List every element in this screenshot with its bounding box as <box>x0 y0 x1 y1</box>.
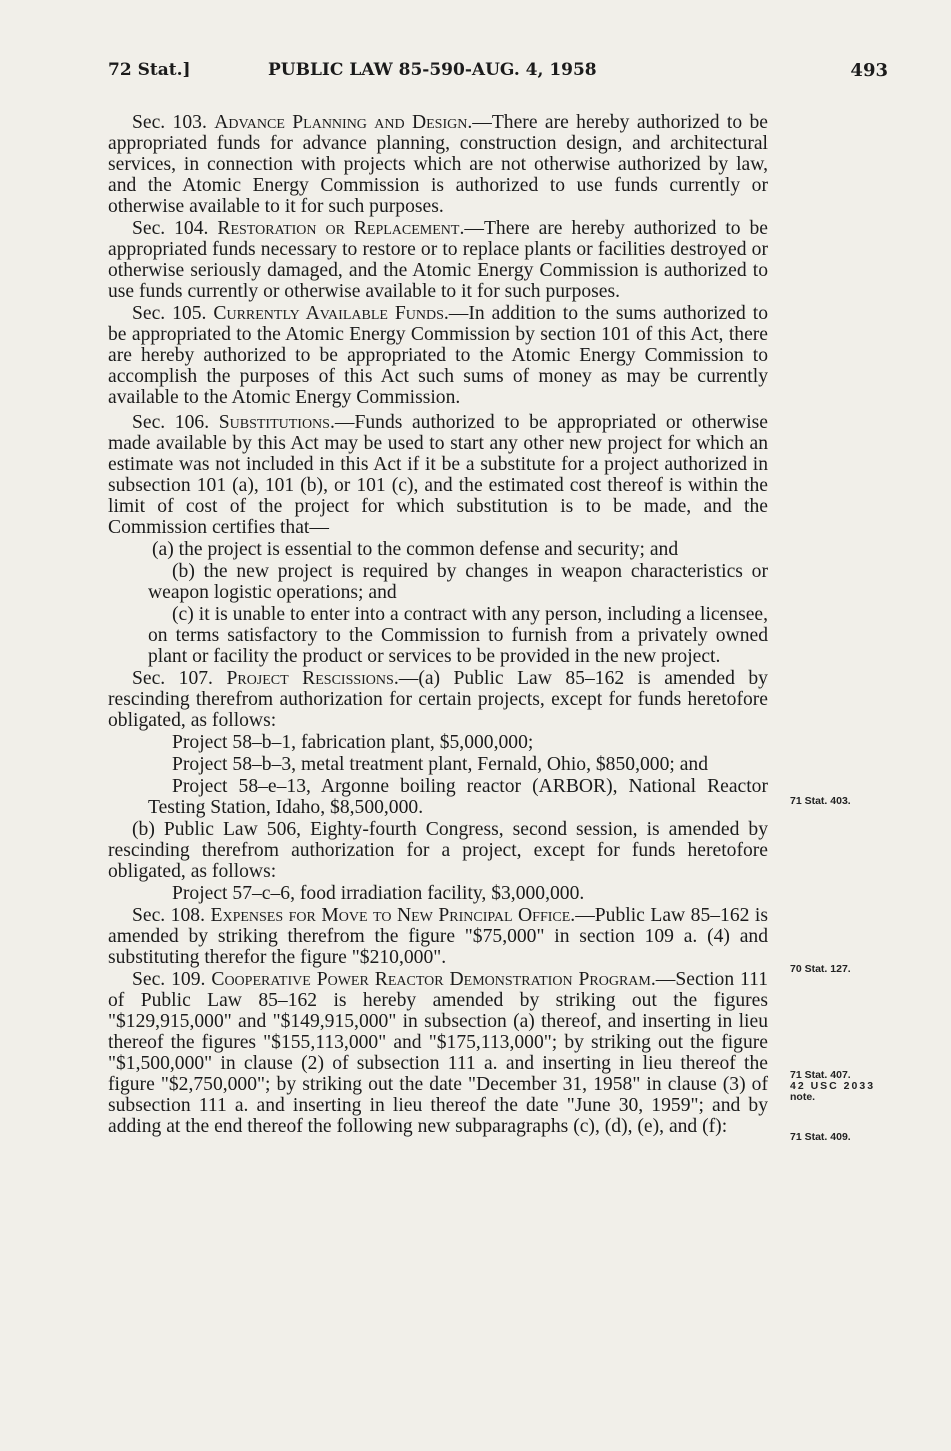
section-105: Sec. 105. Currently Available Funds.—In addition to the sums authorized to be appropriated to the Atomic Energy Commission by section 101 of this Act, there are hereby authorized to be appropriated to the Atomic Energy Commission to accomplish the purposes of this Act such sums of money as may be currently available to the Atomic Energy Commission. <box>108 303 768 408</box>
page-header <box>108 60 888 88</box>
section-heading: Advance Planning and Design. <box>214 112 473 133</box>
section-107: Sec. 107. Project Rescissions.—(a) Public Law 85–162 is amended by rescinding therefrom authorization for certain projects, except for funds heretofore obligated, as follows: <box>108 668 768 731</box>
project-item: Project 58–e–13, Argonne boiling reactor (ARBOR), National Reactor Testing Station, Idaho, $8,500,000. <box>148 776 768 818</box>
margin-citation: 71 Stat. 409. <box>790 1131 851 1143</box>
project-item: Project 58–b–3, metal treatment plant, Fernald, Ohio, $850,000; and <box>172 754 708 775</box>
section-107-b: (b) Public Law 506, Eighty-fourth Congress, second session, is amended by rescinding therefrom authorization for a project, except for funds heretofore obligated, as follows: <box>108 819 768 882</box>
sec106-item-c: (c) it is unable to enter into a contract with any person, including a licensee, on terms satisfactory to the Commission to furnish from a privately owned plant or facility the product or services to be provided in the new project. <box>148 604 768 667</box>
margin-citation: 71 Stat. 403. <box>790 795 851 807</box>
section-104: Sec. 104. Restoration or Replacement.—There are hereby authorized to be appropriated funds necessary to restore or to replace plants or facilities destroyed or otherwise seriously damaged, and the Atomic Energy Commission is authorized to use funds currently or otherwise available to it for such purposes. <box>108 218 768 302</box>
project-item: Project 58–b–1, fabrication plant, $5,000,000; <box>172 732 534 753</box>
margin-citation: 70 Stat. 127. <box>790 963 851 975</box>
sec106-item-b: (b) the new project is required by changes in weapon characteristics or weapon logistic operations; and <box>148 561 768 603</box>
stat-volume: 72 Stat.] <box>108 60 191 80</box>
statute-body <box>108 112 768 1138</box>
project-item: Project 57–c–6, food irradiation facility, $3,000,000. <box>172 883 585 904</box>
page-number: 493 <box>850 60 888 81</box>
section-heading: Restoration or Replacement. <box>217 218 465 239</box>
section-heading: Project Rescissions. <box>226 668 399 689</box>
section-106: Sec. 106. Substitutions.—Funds authorized to be appropriated or otherwise made available by this Act may be used to start any other new project for which an estimate was not included in this Act if it be a substitute for a project authorized in subsection 101 (a), 101 (b), or 101 (c), and the estimated cost thereof is within the limit of cost of the project for which substitution is to be made, and the Commission certifies that— <box>108 412 768 538</box>
section-heading: Cooperative Power Reactor Demonstration Program. <box>211 969 656 990</box>
running-title: PUBLIC LAW 85-590-AUG. 4, 1958 <box>268 60 597 80</box>
margin-citation: note. <box>790 1091 816 1103</box>
section-heading: Expenses for Move to New Principal Office. <box>210 905 576 926</box>
section-103: Sec. 103. Advance Planning and Design.—There are hereby authorized to be appropriated funds for advance planning, construction design, and architectural services, in connection with projects which are not otherwise authorized by law, and the Atomic Energy Commission is authorized to use funds currently or otherwise available to it for such purposes. <box>108 112 768 217</box>
section-108: Sec. 108. Expenses for Move to New Principal Office.—Public Law 85–162 is amended by striking therefrom the figure "$75,000" in section 109 a. (4) and substituting therefor the figure "$210,000". <box>108 905 768 968</box>
section-heading: Substitutions. <box>218 412 335 433</box>
sec106-item-a: (a) the project is essential to the common defense and security; and <box>152 539 679 560</box>
margin-citation: 42 USC 2033 <box>790 1080 876 1092</box>
section-heading: Currently Available Funds. <box>213 303 449 324</box>
margin-citation: 71 Stat. 407. <box>790 1069 851 1081</box>
section-109: Sec. 109. Cooperative Power Reactor Demonstration Program.—Section 111 of Public Law 85–162 is hereby amended by striking out the figures "$129,915,000" and "$149,915,000" in subsection (a) thereof, and inserting in lieu thereof the figures "$155,113,000" and "$175,113,000"; by striking out the figure "$1,500,000" in clause (2) of subsection 111 a. and inserting in lieu thereof the figure "$2,750,000"; by striking out the date "December 31, 1958" in clause (3) of subsection 111 a. and inserting in lieu thereof the date "June 30, 1959"; and by adding at the end thereof the following new subparagraphs (c), (d), (e), and (f): <box>108 969 768 1137</box>
